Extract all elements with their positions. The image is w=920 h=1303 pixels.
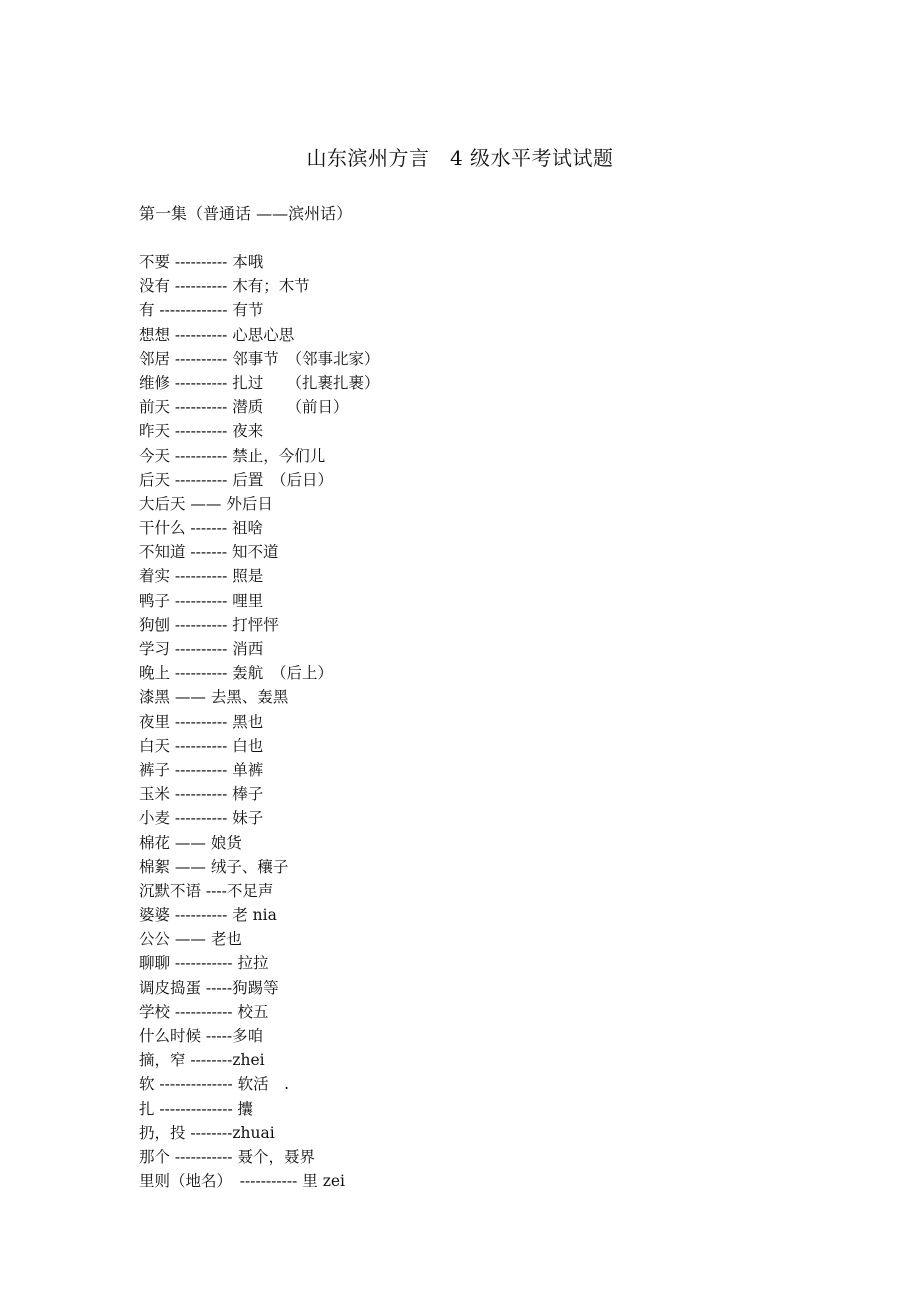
vocabulary-entry: 摘，窄 --------zhei [139,1051,265,1070]
vocabulary-entry: 后天 ---------- 后置 （后日） [139,470,333,489]
vocabulary-entry: 邻居 ---------- 邻事节 （邻事北家） [139,349,380,368]
vocabulary-entry: 学习 ---------- 消西 [139,640,264,658]
vocabulary-entry: 夜里 ---------- 黑也 [139,712,264,731]
vocabulary-entry: 狗刨 ---------- 打怦怦 [139,615,279,634]
vocabulary-entry: 调皮捣蛋 -----狗踢等 [139,978,279,997]
vocabulary-entry: 大后天 —— 外后日 [139,494,273,513]
document-title: 山东滨州方言 4 级水平考试试题 [306,146,614,170]
vocabulary-entry: 小麦 ---------- 妹子 [139,809,264,828]
vocabulary-entry: 学校 ----------- 校五 [139,1002,269,1021]
vocabulary-entry: 白天 ---------- 白也 [139,736,264,755]
vocabulary-list [139,250,379,1193]
vocabulary-entry: 没有 ---------- 木有；木节 [139,277,310,296]
vocabulary-entry: 想想 ---------- 心思心思 [139,325,295,344]
vocabulary-entry: 玉米 ---------- 棒子 [139,785,264,804]
vocabulary-entry: 裤子 ---------- 单裤 [139,760,264,779]
vocabulary-entry: 昨天 ---------- 夜来 [139,422,264,441]
vocabulary-entry: 今天 ---------- 禁止，今们儿 [139,446,326,465]
vocabulary-entry: 什么时候 -----多咱 [139,1027,264,1045]
vocabulary-entry: 着实 ---------- 照是 [139,567,264,586]
vocabulary-entry: 棉花 —— 娘货 [139,833,242,852]
vocabulary-entry: 不要 ---------- 本哦 [139,253,264,271]
vocabulary-entry: 漆黑 —— 去黑、轰黑 [139,688,289,707]
section-subtitle: 第一集（普通话 ——滨州话） [139,204,353,223]
vocabulary-entry: 鸭子 ---------- 哩里 [139,591,264,610]
vocabulary-entry: 扔，投 --------zhuai [139,1123,275,1142]
vocabulary-entry: 晚上 ---------- 轰航 （后上） [139,664,333,683]
vocabulary-entry: 有 ------------- 有节 [139,301,264,320]
vocabulary-entry: 公公 —— 老也 [139,930,242,949]
vocabulary-entry: 软 -------------- 软活 . [139,1075,290,1094]
vocabulary-entry: 聊聊 ----------- 拉拉 [139,954,269,973]
vocabulary-entry: 不知道 ------- 知不道 [139,543,279,562]
vocabulary-entry: 婆婆 ---------- 老 nia [139,906,277,925]
vocabulary-entry: 扎 -------------- 攮 [139,1099,254,1118]
vocabulary-entry: 里则（地名） ----------- 里 zei [139,1172,346,1191]
vocabulary-entry: 那个 ----------- 聂个，聂界 [139,1147,315,1166]
vocabulary-entry: 前天 ---------- 潜质 （前日） [139,398,349,417]
vocabulary-entry: 维修 ---------- 扎过 （扎裹扎裹） [139,373,380,392]
vocabulary-entry: 干什么 ------- 祖啥 [139,519,264,538]
vocabulary-entry: 沉默不语 ----不足声 [139,881,274,900]
vocabulary-entry: 棉絮 —— 绒子、穰子 [139,857,289,876]
